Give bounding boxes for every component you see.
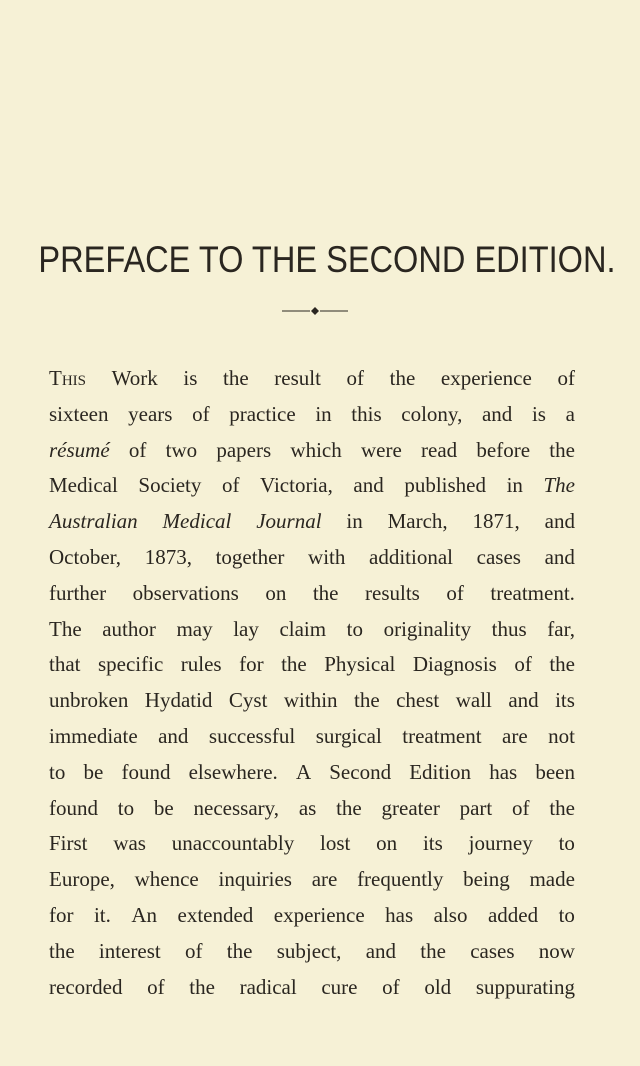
word: This xyxy=(49,366,86,390)
word: further xyxy=(49,580,107,605)
word: specific xyxy=(97,652,164,677)
word: the xyxy=(222,366,249,390)
word: October, xyxy=(49,544,122,569)
word: is xyxy=(531,401,546,426)
word: as xyxy=(298,795,317,820)
word: Edition xyxy=(409,759,472,784)
word: inquiries xyxy=(218,867,292,892)
word: which xyxy=(290,437,342,462)
word: made xyxy=(529,867,575,892)
text-line xyxy=(49,755,575,791)
text-line xyxy=(49,468,575,504)
text-line xyxy=(49,862,575,898)
word: two xyxy=(165,437,198,462)
word: published xyxy=(404,473,486,498)
text-line xyxy=(49,934,575,970)
word: First xyxy=(49,831,88,856)
word: together xyxy=(215,544,285,569)
word: results xyxy=(365,580,420,605)
word: Society xyxy=(138,473,202,498)
word: interest xyxy=(98,938,161,963)
word: before xyxy=(476,437,531,462)
word: is xyxy=(183,366,198,390)
word: a xyxy=(565,401,575,426)
word: of xyxy=(512,795,530,820)
word: in xyxy=(346,509,363,534)
text-line xyxy=(49,504,575,540)
word: Europe, xyxy=(49,867,115,892)
word: A xyxy=(295,759,312,784)
word: Journal xyxy=(256,509,322,534)
word: greater xyxy=(381,795,440,820)
word: on xyxy=(376,831,398,856)
word: of xyxy=(557,366,575,390)
word: not xyxy=(548,723,575,748)
word: and xyxy=(365,938,397,963)
word: necessary, xyxy=(193,795,280,820)
word: far, xyxy=(547,616,575,641)
word: that xyxy=(49,652,81,677)
text-line xyxy=(49,683,575,719)
word: treatment xyxy=(402,723,482,748)
word: may xyxy=(176,616,213,641)
word: unbroken xyxy=(49,688,129,713)
word: this xyxy=(351,401,382,426)
word: of xyxy=(382,974,400,999)
word: within xyxy=(283,688,338,713)
word: read xyxy=(421,437,458,462)
word: was xyxy=(113,831,146,856)
word: cases xyxy=(470,938,515,963)
word: Physical xyxy=(324,652,396,677)
word: for xyxy=(49,902,74,927)
word: chest xyxy=(396,688,440,713)
text-line xyxy=(49,433,575,469)
word: frequently xyxy=(357,867,444,892)
word: 1871, xyxy=(472,509,520,534)
page-title: PREFACE TO THE SECOND EDITION. xyxy=(38,238,616,280)
word: lay xyxy=(233,616,259,641)
text-line xyxy=(49,612,575,648)
text-line xyxy=(49,898,575,934)
word: and xyxy=(508,688,539,713)
word: to xyxy=(558,831,575,856)
word: and xyxy=(544,509,575,534)
word: of xyxy=(446,580,464,605)
text-line xyxy=(49,361,575,397)
word: Work xyxy=(111,366,158,390)
text-line xyxy=(49,397,575,433)
word: has xyxy=(489,759,518,784)
word: now xyxy=(538,938,575,963)
word: the xyxy=(389,366,416,390)
word: the xyxy=(549,437,575,462)
word: are xyxy=(311,867,338,892)
word: the xyxy=(189,974,215,999)
word: March, xyxy=(387,509,448,534)
word: to xyxy=(49,759,66,784)
word: observations xyxy=(132,580,239,605)
text-line xyxy=(49,540,575,576)
word: of xyxy=(221,473,240,498)
word: lost xyxy=(320,831,351,856)
word: practice xyxy=(229,401,296,426)
word: cure xyxy=(321,974,358,999)
word: thus xyxy=(491,616,527,641)
word: originality xyxy=(383,616,472,641)
word: it. xyxy=(93,902,111,927)
word: Diagnosis xyxy=(412,652,497,677)
word: The xyxy=(543,473,575,498)
word: old xyxy=(424,974,452,999)
word: surgical xyxy=(315,723,382,748)
text-line xyxy=(49,647,575,683)
word: elsewhere. xyxy=(188,759,278,784)
word: experience xyxy=(440,366,532,390)
word: for xyxy=(239,652,264,677)
word: rules xyxy=(180,652,222,677)
word: in xyxy=(506,473,523,498)
word: also xyxy=(433,902,468,927)
rule-diamond-ornament-icon xyxy=(282,304,348,318)
word: and xyxy=(158,723,189,748)
word: and xyxy=(544,544,575,569)
word: the xyxy=(226,938,253,963)
word: found xyxy=(121,759,171,784)
word: Second xyxy=(329,759,392,784)
word: added xyxy=(487,902,539,927)
word: be xyxy=(153,795,174,820)
word: with xyxy=(308,544,346,569)
text-line xyxy=(49,576,575,612)
text-line xyxy=(49,826,575,862)
text-line xyxy=(49,791,575,827)
word: on xyxy=(265,580,287,605)
word: and xyxy=(353,473,384,498)
text-line xyxy=(49,970,575,1006)
word: of xyxy=(346,366,365,390)
word: Cyst xyxy=(228,688,268,713)
word: experience xyxy=(273,902,365,927)
word: being xyxy=(463,867,510,892)
word: and xyxy=(481,401,513,426)
word: résumé xyxy=(49,437,110,462)
text-line xyxy=(49,719,575,755)
word: the xyxy=(312,580,339,605)
word: the xyxy=(281,652,307,677)
word: wall xyxy=(455,688,492,713)
word: in xyxy=(315,401,332,426)
word: Hydatid xyxy=(144,688,213,713)
word: of xyxy=(514,652,532,677)
word: the xyxy=(420,938,446,963)
word: found xyxy=(49,795,98,820)
word: journey xyxy=(468,831,533,856)
word: the xyxy=(336,795,362,820)
word: the xyxy=(353,688,380,713)
word: its xyxy=(555,688,575,713)
word: extended xyxy=(177,902,254,927)
word: subject, xyxy=(276,938,342,963)
word: part xyxy=(459,795,493,820)
word: suppurating xyxy=(475,974,575,999)
word: An xyxy=(131,902,158,927)
word: treatment. xyxy=(490,580,575,605)
preface-body xyxy=(49,361,575,1005)
word: Victoria, xyxy=(260,473,333,498)
word: unaccountably xyxy=(171,831,295,856)
word: its xyxy=(422,831,443,856)
word: colony, xyxy=(401,401,463,426)
word: of xyxy=(147,974,165,999)
word: cases xyxy=(476,544,521,569)
word: to xyxy=(346,616,364,641)
word: the xyxy=(49,938,75,963)
word: claim xyxy=(279,616,327,641)
word: years xyxy=(128,401,173,426)
word: been xyxy=(535,759,575,784)
word: to xyxy=(558,902,575,927)
word: of xyxy=(128,437,147,462)
word: additional xyxy=(369,544,453,569)
word: of xyxy=(185,938,203,963)
word: result xyxy=(274,366,321,390)
word: Medical xyxy=(162,509,232,534)
word: to xyxy=(117,795,135,820)
word: The xyxy=(49,616,82,641)
word: the xyxy=(549,652,575,677)
word: be xyxy=(83,759,104,784)
word: 1873, xyxy=(144,544,192,569)
word: successful xyxy=(208,723,296,748)
word: radical xyxy=(239,974,297,999)
word: recorded xyxy=(49,974,123,999)
word: sixteen xyxy=(49,401,109,426)
word: the xyxy=(549,795,575,820)
word: author xyxy=(102,616,156,641)
word: of xyxy=(192,401,210,426)
word: immediate xyxy=(49,723,138,748)
word: has xyxy=(385,902,414,927)
word: whence xyxy=(134,867,199,892)
word: papers xyxy=(216,437,272,462)
word: Australian xyxy=(49,509,138,534)
word: were xyxy=(360,437,402,462)
word: Medical xyxy=(49,473,118,498)
word: are xyxy=(502,723,528,748)
